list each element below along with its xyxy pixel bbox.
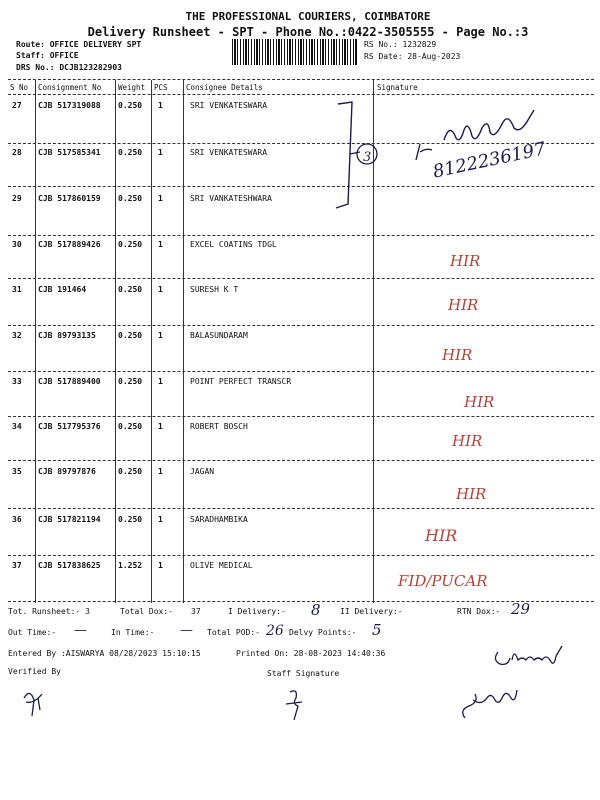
table-row: 27 CJB 517319088 0.250 1 SRI VENKATESWARA	[12, 101, 268, 110]
staff-signature	[282, 684, 312, 726]
out-time-label: Out Time:-	[8, 628, 57, 637]
company-title: THE PROFESSIONAL COURIERS, COIMBATORE	[185, 10, 431, 23]
row-divider	[8, 460, 594, 461]
table-row: 30 CJB 517889426 0.250 1 EXCEL COATINS TDGL	[12, 240, 277, 249]
col-header-consignee: Consignee Details	[186, 83, 263, 92]
i-delivery-value: 8	[311, 601, 321, 619]
runsheet-subtitle: Delivery Runsheet - SPT - Phone No.:0422-3505555 - Page No.:3	[87, 25, 529, 39]
table-row: 31 CJB 191464 0.250 1 SURESH K T	[12, 285, 239, 294]
staff-signature-label: Staff Signature	[267, 669, 340, 678]
row-signature: HIR	[464, 393, 495, 411]
row-signature: FID/PUCAR	[398, 572, 488, 590]
route-label: Route: OFFICE DELIVERY SPT	[16, 40, 142, 49]
rtn-dox-label: RTN Dox:-	[457, 607, 501, 616]
ii-delivery-label: II Delivery:-	[340, 607, 403, 616]
table-row: 35 CJB 89797876 0.250 1 JAGAN	[12, 467, 215, 476]
table-row: 36 CJB 517821194 0.250 1 SARADHAMBIKA	[12, 515, 248, 524]
table-top-rule	[8, 79, 594, 80]
table-bottom-rule	[8, 601, 594, 602]
out-time-value: —	[74, 623, 87, 638]
group-count: 3	[363, 150, 372, 165]
row-signature: HIR	[442, 346, 473, 364]
table-row: 28 CJB 517585341 0.250 1 SRI VENKATESWARA	[12, 148, 268, 157]
col-header-sno: S No	[10, 83, 29, 92]
table-row: 32 CJB 89793135 0.250 1 BALASUNDARAM	[12, 331, 248, 340]
row-divider	[8, 235, 594, 236]
row-divider	[8, 325, 594, 326]
row-divider	[8, 508, 594, 509]
rs-date: RS Date: 28-Aug-2023	[364, 52, 461, 61]
total-pod-label: Total POD:-	[207, 628, 260, 637]
drs-number: DRS No.: DCJB123282903	[16, 63, 122, 72]
entered-by: Entered By :AISWARYA 08/28/2023 15:10:15	[8, 649, 201, 658]
row-divider	[8, 186, 594, 187]
col-header-weight: Weight	[118, 83, 146, 92]
row-divider	[8, 278, 594, 279]
col-header-pcs: PCS	[154, 83, 168, 92]
rtn-dox-value: 29	[511, 600, 531, 618]
row-divider	[8, 416, 594, 417]
table-row: 29 CJB 517860159 0.250 1 SRI VANKATESHWARA	[12, 194, 272, 203]
total-dox-label: Total Dox:-	[120, 607, 173, 616]
col-header-signature: Signature	[377, 83, 418, 92]
row-divider	[8, 555, 594, 556]
row-signature: HIR	[448, 296, 479, 314]
col-header-consignment: Consignment No	[38, 83, 102, 92]
i-delivery-label: I Delivery:-	[228, 607, 286, 616]
total-dox-value: 37	[191, 607, 201, 616]
in-time-value: —	[180, 623, 193, 638]
row-signature: HIR	[450, 252, 481, 270]
checked-signature	[490, 638, 570, 674]
header-bottom-rule	[8, 94, 594, 95]
total-runsheet: Tot. Runsheet:- 3	[8, 607, 90, 616]
row-signature: HIR	[456, 485, 487, 503]
staff-label: Staff: OFFICE	[16, 51, 79, 60]
row-signature: HIR	[425, 526, 458, 545]
verified-by-label: Verified By	[8, 667, 61, 676]
printed-on: Printed On: 28-08-2023 14:40:36	[236, 649, 386, 658]
table-row: 34 CJB 517795376 0.250 1 ROBERT BOSCH	[12, 422, 248, 431]
receiver-signature	[455, 680, 525, 725]
delvy-points-label: Delvy Points:-	[289, 628, 357, 637]
bracket-mark	[330, 96, 380, 216]
row-signature: HIR	[452, 432, 483, 450]
in-time-label: In Time:-	[111, 628, 155, 637]
contact-phone: 8122236197	[431, 138, 548, 183]
row-divider	[8, 371, 594, 372]
table-row: 33 CJB 517889400 0.250 1 POINT PERFECT TRANSCR	[12, 377, 292, 386]
verifier-signature	[20, 680, 54, 724]
delvy-points-value: 5	[372, 621, 382, 639]
barcode-image	[232, 39, 358, 65]
total-pod-value: 26	[266, 623, 284, 639]
table-row: 37 CJB 517838625 1.252 1 OLIVE MEDICAL	[12, 561, 253, 570]
rs-number: RS No.: 1232829	[364, 40, 437, 49]
